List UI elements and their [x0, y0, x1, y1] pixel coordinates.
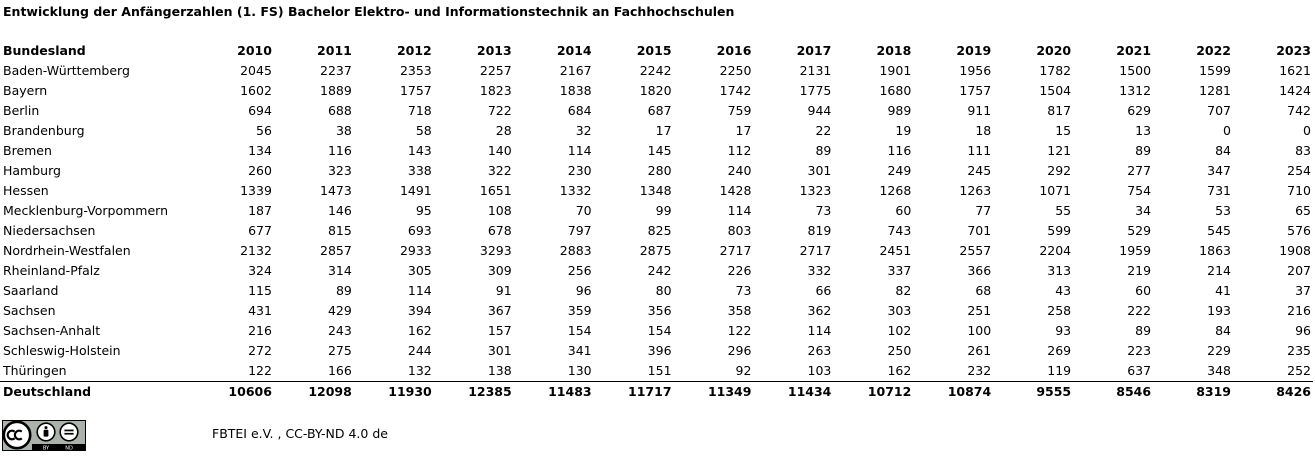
column-header-year: 2012	[396, 43, 432, 58]
table-cell-value: 261	[967, 343, 992, 358]
table-cell-value: 1782	[1039, 63, 1072, 78]
table-cell-value: 803	[727, 223, 752, 238]
row-label-bundesland: Bremen	[3, 143, 52, 158]
table-cell-value: 693	[407, 223, 432, 238]
table-cell-value: 944	[807, 103, 832, 118]
table-cell-value: 84	[1215, 323, 1231, 338]
table-cell-value: 226	[727, 263, 752, 278]
table-cell-value: 83	[1295, 143, 1311, 158]
table-cell-value: 272	[248, 343, 272, 358]
table-cell-value: 292	[1047, 163, 1072, 178]
row-label-bundesland: Mecklenburg-Vorpommern	[3, 203, 168, 218]
table-cell-value: 367	[487, 303, 512, 318]
table-cell-value: 743	[887, 223, 912, 238]
table-cell-value: 89	[1135, 143, 1152, 158]
table-cell-value: 55	[1055, 203, 1072, 218]
table-cell-value: 347	[1207, 163, 1231, 178]
table-cell-value: 338	[407, 163, 432, 178]
table-row	[0, 261, 1313, 281]
table-cell-value: 314	[327, 263, 352, 278]
total-cell-value: 8426	[1233, 382, 1313, 403]
data-table	[0, 41, 1313, 402]
table-cell-value: 17	[655, 123, 672, 138]
column-header-year: 2011	[317, 43, 352, 58]
row-label-bundesland: Hamburg	[3, 163, 61, 178]
table-cell-value: 116	[887, 143, 912, 158]
total-cell-value: 12098	[274, 382, 354, 403]
table-cell-value: 100	[967, 323, 992, 338]
table-cell-value: 815	[327, 223, 352, 238]
table-cell-value: 2933	[399, 243, 432, 258]
table-cell-value: 337	[887, 263, 912, 278]
total-cell-value: 11349	[674, 382, 754, 403]
table-cell-value: 362	[807, 303, 832, 318]
table-row	[0, 301, 1313, 321]
table-cell-value: 296	[727, 343, 752, 358]
table-cell-value: 89	[1135, 323, 1152, 338]
table-cell-value: 429	[327, 303, 352, 318]
table-cell-value: 576	[1287, 223, 1311, 238]
column-header-year: 2017	[796, 43, 832, 58]
table-cell-value: 37	[1295, 283, 1311, 298]
table-cell-value: 545	[1207, 223, 1231, 238]
table-cell-value: 214	[1207, 263, 1231, 278]
table-cell-value: 1339	[240, 183, 272, 198]
total-cell-value: 11717	[594, 382, 674, 403]
row-label-bundesland: Brandenburg	[3, 123, 85, 138]
table-cell-value: 114	[727, 203, 752, 218]
table-cell-value: 146	[327, 203, 352, 218]
table-cell-value: 359	[567, 303, 592, 318]
table-cell-value: 1680	[879, 83, 912, 98]
table-cell-value: 143	[407, 143, 432, 158]
table-cell-value: 251	[967, 303, 992, 318]
table-cell-value: 1599	[1199, 63, 1231, 78]
table-cell-value: 138	[487, 363, 512, 378]
table-cell-value: 92	[735, 363, 752, 378]
row-label-bundesland: Hessen	[3, 183, 49, 198]
table-cell-value: 112	[727, 143, 752, 158]
table-cell-value: 396	[647, 343, 672, 358]
table-cell-value: 2204	[1039, 243, 1072, 258]
table-cell-value: 95	[415, 203, 432, 218]
cc-by-nd-license-icon	[2, 420, 86, 451]
table-row	[0, 321, 1313, 341]
table-cell-value: 28	[495, 123, 512, 138]
table-cell-value: 301	[807, 163, 832, 178]
table-cell-value: 1823	[479, 83, 512, 98]
table-cell-value: 103	[807, 363, 832, 378]
row-label-bundesland: Thüringen	[3, 363, 67, 378]
table-cell-value: 91	[495, 283, 512, 298]
table-cell-value: 313	[1047, 263, 1072, 278]
table-cell-value: 277	[1127, 163, 1152, 178]
table-cell-value: 96	[1295, 323, 1311, 338]
table-cell-value: 1621	[1279, 63, 1311, 78]
table-cell-value: 102	[887, 323, 912, 338]
table-cell-value: 2717	[719, 243, 752, 258]
table-cell-value: 56	[256, 123, 272, 138]
table-cell-value: 242	[647, 263, 672, 278]
table-cell-value: 2242	[639, 63, 672, 78]
table-cell-value: 707	[1207, 103, 1231, 118]
table-cell-value: 1332	[559, 183, 592, 198]
table-cell-value: 1500	[1119, 63, 1152, 78]
table-cell-value: 1775	[799, 83, 832, 98]
table-cell-value: 229	[1207, 343, 1231, 358]
table-cell-value: 41	[1215, 283, 1231, 298]
table-cell-value: 742	[1287, 103, 1311, 118]
table-cell-value: 731	[1207, 183, 1231, 198]
table-cell-value: 244	[407, 343, 432, 358]
table-cell-value: 216	[1287, 303, 1311, 318]
total-cell-value: 10874	[913, 382, 993, 403]
table-cell-value: 1424	[1279, 83, 1311, 98]
table-cell-value: 754	[1127, 183, 1152, 198]
column-header-year: 2020	[1036, 43, 1072, 58]
table-cell-value: 280	[647, 163, 672, 178]
table-cell-value: 1956	[959, 63, 992, 78]
table-row	[0, 141, 1313, 161]
table-cell-value: 223	[1127, 343, 1152, 358]
table-cell-value: 684	[567, 103, 592, 118]
table-cell-value: 678	[487, 223, 512, 238]
table-row	[0, 341, 1313, 361]
table-cell-value: 219	[1127, 263, 1152, 278]
table-cell-value: 2132	[240, 243, 272, 258]
column-header-year: 2014	[556, 43, 592, 58]
table-cell-value: 245	[967, 163, 992, 178]
table-cell-value: 84	[1215, 143, 1231, 158]
column-header-year: 2010	[237, 43, 272, 58]
table-cell-value: 19	[895, 123, 912, 138]
table-cell-value: 121	[1047, 143, 1072, 158]
table-cell-value: 116	[327, 143, 352, 158]
table-cell-value: 216	[248, 323, 272, 338]
total-cell-value: 9555	[993, 382, 1073, 403]
table-cell-value: 99	[655, 203, 672, 218]
total-cell-value: 11434	[753, 382, 833, 403]
total-row	[0, 382, 1313, 403]
table-cell-value: 1491	[399, 183, 432, 198]
table-cell-value: 166	[327, 363, 352, 378]
table-cell-value: 358	[727, 303, 752, 318]
table-cell-value: 254	[1287, 163, 1311, 178]
table-cell-value: 275	[327, 343, 352, 358]
table-cell-value: 1323	[799, 183, 832, 198]
table-cell-value: 529	[1127, 223, 1152, 238]
table-cell-value: 2857	[320, 243, 352, 258]
table-cell-value: 114	[567, 143, 592, 158]
table-cell-value: 93	[1055, 323, 1072, 338]
table-row	[0, 361, 1313, 382]
table-cell-value: 2257	[479, 63, 512, 78]
table-cell-value: 722	[487, 103, 512, 118]
table-cell-value: 256	[567, 263, 592, 278]
table-cell-value: 193	[1207, 303, 1231, 318]
table-cell-value: 154	[567, 323, 592, 338]
total-cell-value: 8319	[1153, 382, 1233, 403]
table-cell-value: 82	[895, 283, 912, 298]
table-cell-value: 1908	[1279, 243, 1311, 258]
table-cell-value: 22	[815, 123, 832, 138]
table-cell-value: 324	[248, 263, 272, 278]
table-cell-value: 2045	[240, 63, 272, 78]
table-cell-value: 154	[647, 323, 672, 338]
table-cell-value: 2250	[719, 63, 752, 78]
table-row	[0, 101, 1313, 121]
table-cell-value: 332	[807, 263, 832, 278]
table-cell-value: 260	[248, 163, 272, 178]
column-header-year: 2023	[1276, 43, 1311, 58]
table-cell-value: 2237	[320, 63, 352, 78]
table-cell-value: 89	[335, 283, 352, 298]
table-cell-value: 710	[1287, 183, 1311, 198]
row-label-bundesland: Sachsen	[3, 303, 56, 318]
table-cell-value: 687	[647, 103, 672, 118]
table-cell-value: 694	[248, 103, 272, 118]
column-header-year: 2016	[716, 43, 752, 58]
table-cell-value: 222	[1127, 303, 1152, 318]
table-cell-value: 366	[967, 263, 992, 278]
table-cell-value: 911	[967, 103, 992, 118]
table-cell-value: 43	[1055, 283, 1072, 298]
table-row	[0, 181, 1313, 201]
table-cell-value: 701	[967, 223, 992, 238]
table-cell-value: 132	[407, 363, 432, 378]
table-row	[0, 161, 1313, 181]
table-cell-value: 258	[1047, 303, 1072, 318]
total-cell-value: 8546	[1073, 382, 1153, 403]
table-cell-value: 629	[1127, 103, 1152, 118]
table-cell-value: 356	[647, 303, 672, 318]
table-cell-value: 1281	[1199, 83, 1231, 98]
table-cell-value: 1348	[639, 183, 672, 198]
table-title: Entwicklung der Anfängerzahlen (1. FS) Bachelor Elektro- und Informationstechnik an Fachhochschulen	[3, 4, 735, 19]
table-cell-value: 115	[248, 283, 272, 298]
table-cell-value: 341	[567, 343, 592, 358]
table-cell-value: 1863	[1199, 243, 1231, 258]
table-cell-value: 73	[815, 203, 832, 218]
table-cell-value: 1602	[240, 83, 272, 98]
table-cell-value: 114	[807, 323, 832, 338]
row-label-bundesland: Schleswig-Holstein	[3, 343, 121, 358]
total-cell-value: 11483	[514, 382, 594, 403]
table-cell-value: 759	[727, 103, 752, 118]
table-cell-value: 111	[967, 143, 992, 158]
table-cell-value: 1838	[559, 83, 592, 98]
table-cell-value: 73	[735, 283, 752, 298]
row-label-bundesland: Rheinland-Pfalz	[3, 263, 100, 278]
table-row	[0, 61, 1313, 81]
table-cell-value: 249	[887, 163, 912, 178]
table-cell-value: 1757	[959, 83, 992, 98]
table-cell-value: 0	[1303, 123, 1311, 138]
table-cell-value: 677	[248, 223, 272, 238]
table-cell-value: 18	[975, 123, 992, 138]
column-header-year: 2018	[876, 43, 912, 58]
table-cell-value: 232	[967, 363, 992, 378]
table-cell-value: 240	[727, 163, 752, 178]
table-cell-value: 162	[407, 323, 432, 338]
table-cell-value: 60	[1135, 283, 1152, 298]
table-cell-value: 348	[1207, 363, 1231, 378]
table-cell-value: 322	[487, 163, 512, 178]
total-cell-value: 10712	[833, 382, 913, 403]
table-cell-value: 151	[647, 363, 672, 378]
table-cell-value: 637	[1127, 363, 1152, 378]
total-cell-value: 10606	[194, 382, 274, 403]
table-cell-value: 119	[1047, 363, 1072, 378]
table-cell-value: 77	[975, 203, 992, 218]
table-cell-value: 243	[327, 323, 352, 338]
table-cell-value: 3293	[479, 243, 512, 258]
table-row	[0, 121, 1313, 141]
row-label-bundesland: Saarland	[3, 283, 59, 298]
table-cell-value: 688	[327, 103, 352, 118]
table-cell-value: 80	[655, 283, 672, 298]
table-cell-value: 1312	[1119, 83, 1152, 98]
column-header-year: 2015	[636, 43, 672, 58]
row-label-bundesland: Bayern	[3, 83, 48, 98]
table-cell-value: 1268	[879, 183, 912, 198]
table-cell-value: 140	[487, 143, 512, 158]
table-cell-value: 235	[1287, 343, 1311, 358]
table-cell-value: 66	[815, 283, 832, 298]
row-label-bundesland: Berlin	[3, 103, 40, 118]
column-header-bundesland: Bundesland	[3, 43, 86, 58]
table-cell-value: 58	[415, 123, 432, 138]
table-cell-value: 2131	[799, 63, 832, 78]
table-cell-value: 323	[327, 163, 352, 178]
table-cell-value: 15	[1055, 123, 1072, 138]
table-cell-value: 122	[727, 323, 752, 338]
table-cell-value: 32	[575, 123, 592, 138]
table-cell-value: 431	[248, 303, 272, 318]
table-cell-value: 1263	[959, 183, 992, 198]
table-cell-value: 207	[1287, 263, 1311, 278]
table-cell-value: 2717	[799, 243, 832, 258]
column-header-year: 2013	[476, 43, 512, 58]
column-header-year: 2022	[1196, 43, 1231, 58]
table-cell-value: 303	[887, 303, 912, 318]
source-credit: FBTEI e.V. , CC-BY-ND 4.0 de	[212, 426, 388, 441]
svg-text:ND: ND	[65, 445, 73, 451]
table-cell-value: 162	[887, 363, 912, 378]
table-cell-value: 1428	[719, 183, 752, 198]
table-cell-value: 797	[567, 223, 592, 238]
table-cell-value: 819	[807, 223, 832, 238]
table-row	[0, 241, 1313, 261]
table-row	[0, 81, 1313, 101]
table-cell-value: 89	[815, 143, 832, 158]
table-cell-value: 38	[335, 123, 352, 138]
table-cell-value: 65	[1295, 203, 1311, 218]
table-cell-value: 2875	[639, 243, 672, 258]
table-cell-value: 250	[887, 343, 912, 358]
table-cell-value: 1742	[719, 83, 752, 98]
svg-text:BY: BY	[42, 445, 50, 451]
table-cell-value: 70	[575, 203, 592, 218]
table-cell-value: 0	[1223, 123, 1231, 138]
column-header-year: 2021	[1116, 43, 1152, 58]
table-cell-value: 13	[1135, 123, 1152, 138]
table-cell-value: 60	[895, 203, 912, 218]
table-cell-value: 394	[407, 303, 432, 318]
table-cell-value: 157	[487, 323, 512, 338]
row-label-bundesland: Baden-Württemberg	[3, 63, 130, 78]
table-cell-value: 817	[1047, 103, 1072, 118]
row-label-bundesland: Sachsen-Anhalt	[3, 323, 101, 338]
table-cell-value: 96	[575, 283, 592, 298]
table-cell-value: 2557	[959, 243, 992, 258]
header-row	[0, 41, 1313, 61]
table-cell-value: 1820	[639, 83, 672, 98]
table-cell-value: 1757	[399, 83, 432, 98]
table-cell-value: 187	[248, 203, 272, 218]
table-cell-value: 1889	[320, 83, 352, 98]
table-cell-value: 1071	[1039, 183, 1072, 198]
table-cell-value: 1504	[1039, 83, 1072, 98]
table-cell-value: 108	[487, 203, 512, 218]
table-cell-value: 114	[407, 283, 432, 298]
table-cell-value: 309	[487, 263, 512, 278]
table-cell-value: 305	[407, 263, 432, 278]
table-cell-value: 17	[735, 123, 752, 138]
row-label-bundesland: Niedersachsen	[3, 223, 96, 238]
table-cell-value: 145	[647, 143, 672, 158]
table-cell-value: 718	[407, 103, 432, 118]
table-cell-value: 269	[1047, 343, 1072, 358]
table-cell-value: 122	[248, 363, 272, 378]
table-cell-value: 599	[1047, 223, 1072, 238]
table-cell-value: 230	[567, 163, 592, 178]
table-row	[0, 201, 1313, 221]
table-cell-value: 134	[248, 143, 272, 158]
table-cell-value: 34	[1135, 203, 1152, 218]
table-cell-value: 68	[975, 283, 992, 298]
total-cell-value: 12385	[434, 382, 514, 403]
column-header-year: 2019	[956, 43, 992, 58]
table-cell-value: 2883	[559, 243, 592, 258]
table-cell-value: 130	[567, 363, 592, 378]
total-cell-value: 11930	[354, 382, 434, 403]
table-row	[0, 221, 1313, 241]
table-cell-value: 263	[807, 343, 832, 358]
table-cell-value: 53	[1215, 203, 1231, 218]
table-cell-value: 2451	[879, 243, 912, 258]
row-label-total: Deutschland	[0, 382, 194, 403]
table-cell-value: 989	[887, 103, 912, 118]
table-cell-value: 1651	[479, 183, 512, 198]
table-row	[0, 281, 1313, 301]
table-cell-value: 2353	[399, 63, 432, 78]
table-cell-value: 1901	[879, 63, 912, 78]
table-cell-value: 825	[647, 223, 672, 238]
table-cell-value: 2167	[559, 63, 592, 78]
row-label-bundesland: Nordrhein-Westfalen	[3, 243, 131, 258]
table-cell-value: 1959	[1119, 243, 1152, 258]
table-cell-value: 252	[1287, 363, 1311, 378]
table-cell-value: 1473	[320, 183, 352, 198]
table-cell-value: 301	[487, 343, 512, 358]
